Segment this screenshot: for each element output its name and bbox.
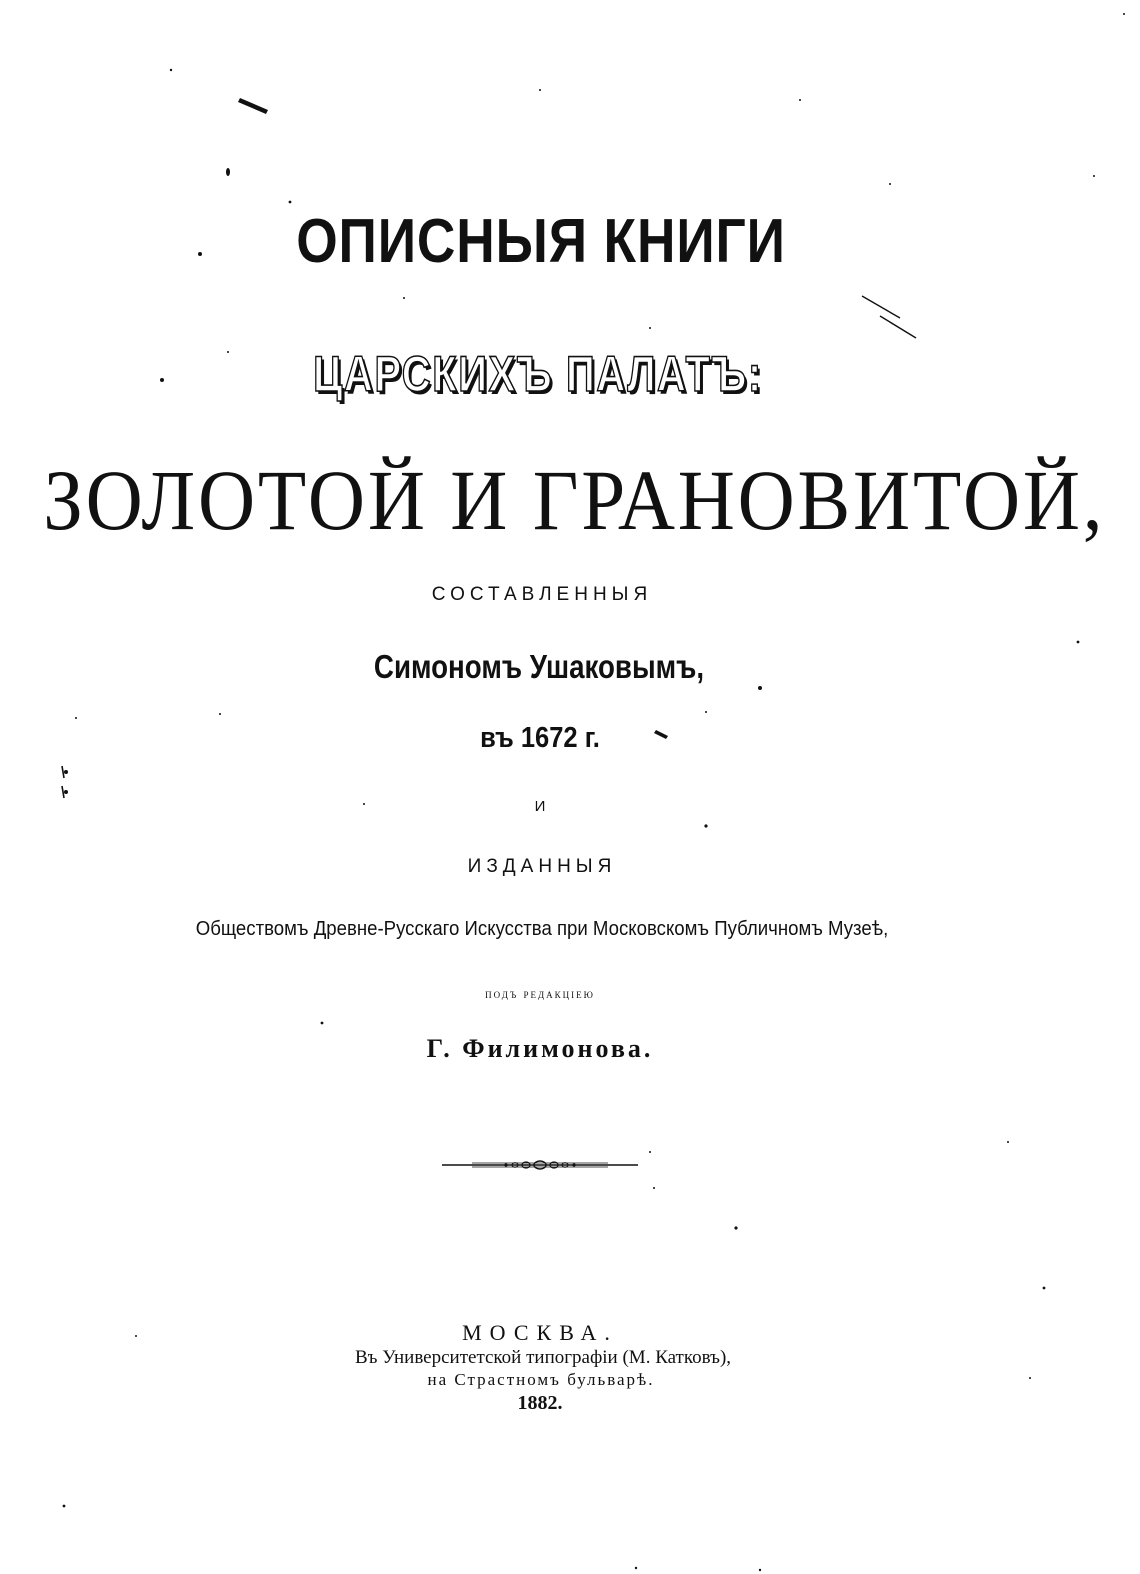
publishing-society: Обществомъ Древне-Русскаго Искусства при Московскомъ Публичномъ Музеѣ, — [195, 918, 889, 940]
author-name: Симономъ Ушаковымъ, — [373, 648, 705, 685]
conjunction: И — [534, 798, 546, 815]
imprint-city: МОСКВА. — [462, 1320, 618, 1345]
compilation-year: въ 1672 г. — [480, 722, 600, 754]
editor-label: подъ редакціею — [485, 986, 595, 1001]
published-label: ИЗДАННЫЯ — [467, 856, 617, 877]
ornament-divider — [442, 1158, 638, 1172]
title-line-1: ОПИСНЫЯ КНИГИ — [296, 207, 786, 276]
title-line-3: ЗОЛОТОЙ И ГРАНОВИТОЙ, — [43, 452, 1106, 548]
imprint-press: Въ Университетской типографіи (М. Катковъ), — [354, 1347, 732, 1368]
title-line-2: ЦАРСКИХЪ ПАЛАТЪ: — [313, 346, 763, 402]
editor-name: Г. Филимонова. — [426, 1034, 654, 1063]
compiled-label: СОСТАВЛЕННЫЯ — [431, 584, 653, 605]
imprint-address: на Страстномъ бульварѣ. — [427, 1370, 655, 1389]
imprint-year: 1882. — [517, 1392, 563, 1414]
